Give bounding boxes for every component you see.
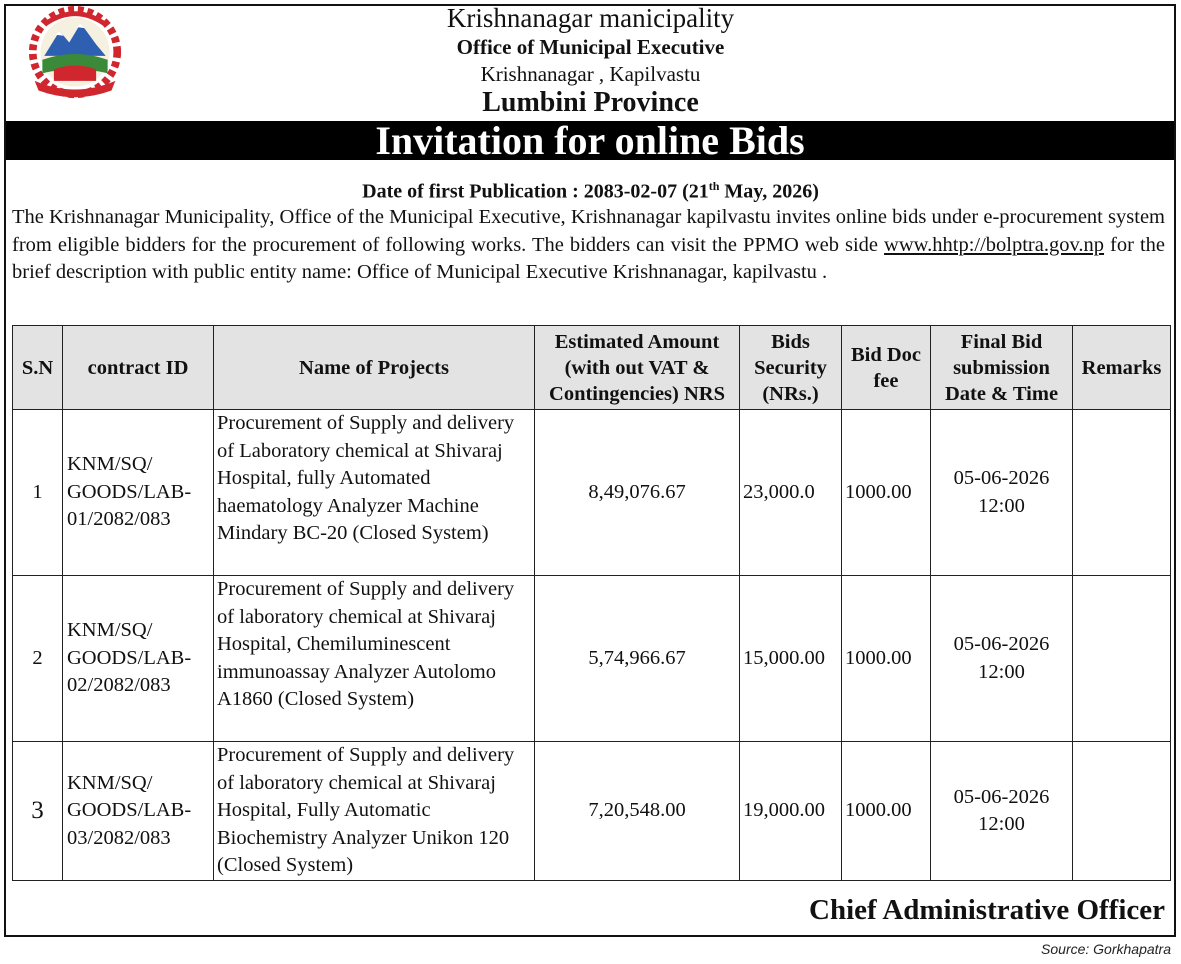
publication-date-ordinal: th [708,179,720,193]
cell-estimated-amount: 5,74,966.67 [535,576,740,742]
cell-submission-deadline [931,576,1073,742]
cell-sn: 2 [13,576,63,742]
col-header-project-name: Name of Projects [214,326,535,410]
signatory-title: Chief Administrative Officer [809,894,1165,926]
cell-contract-id: KNM/SQ/ GOODS/LAB-01/2082/083 [63,410,214,576]
deadline-date: 05-06-2026 [953,467,1050,489]
bids-table [12,325,1171,881]
publication-date-suffix: May, 2026) [719,180,819,203]
cell-submission-deadline [931,410,1073,576]
cell-sn: 1 [13,410,63,576]
col-header-estimated-amount: Estimated Amount (with out VAT & Contingencies) NRS [535,326,740,410]
publication-date [0,174,1181,204]
deadline-time: 12:00 [978,494,1025,517]
cell-bid-doc-fee: 1000.00 [842,742,931,881]
cell-bid-doc-fee: 1000.00 [842,410,931,576]
municipality-name: Krishnanagar manicipality [446,3,735,33]
intro-paragraph [12,204,1165,287]
cell-sn: 3 [13,742,63,881]
cell-bid-security: 19,000.00 [740,742,842,881]
cell-bid-security: 15,000.00 [740,576,842,742]
table-row [13,576,1171,742]
cell-bid-security: 23,000.0 [740,410,842,576]
deadline-date: 05-06-2026 [953,633,1050,655]
cell-estimated-amount: 8,49,076.67 [535,410,740,576]
cell-remarks [1073,410,1171,576]
cell-remarks [1073,576,1171,742]
col-header-bid-doc-fee: Bid Doc fee [842,326,931,410]
province-name: Lumbini Province [482,87,699,118]
cell-project-name: Procurement of Supply and delivery of Laboratory chemical at Shivaraj Hospital, fully Automated haematology Analyzer Machine Mindary BC-20 (Closed System) [214,410,535,576]
table-header-row [13,326,1171,410]
cell-remarks [1073,742,1171,881]
cell-contract-id: KNM/SQ/ GOODS/LAB-02/2082/083 [63,576,214,742]
cell-contract-id: KNM/SQ/ GOODS/LAB-03/2082/083 [63,742,214,881]
cell-project-name: Procurement of Supply and delivery of laboratory chemical at Shivaraj Hospital, Fully Automatic Biochemistry Analyzer Unikon 120 (Closed System) [214,742,535,881]
cell-estimated-amount: 7,20,548.00 [535,742,740,881]
table-row [13,410,1171,576]
source-credit: Source: Gorkhapatra [1041,941,1171,957]
notice-title-banner: Invitation for online Bids [6,121,1174,160]
deadline-time: 12:00 [978,813,1025,835]
col-header-remarks: Remarks [1073,326,1171,410]
cell-project-name: Procurement of Supply and delivery of laboratory chemical at Shivaraj Hospital, Chemiluminescent immunoassay Analyzer Autolomo A1860 (Closed System) [214,576,535,742]
table-row [13,742,1171,881]
office-address: Krishnanagar , Kapilvastu [480,62,701,86]
intro-text-2: for the brief description with public entity name: Office of Municipal Executive Krishnanagar, kapilvastu . [12,233,1165,283]
col-header-sn: S.N [13,326,63,410]
cell-submission-deadline [931,742,1073,881]
ppmo-link[interactable]: www.hhtp://bolptra.gov.np [884,233,1105,256]
deadline-date: 05-06-2026 [953,785,1050,808]
col-header-submission-deadline: Final Bid submission Date & Time [931,326,1073,410]
col-header-bid-security: Bids Security (NRs.) [740,326,842,410]
deadline-time: 12:00 [978,660,1025,683]
cell-bid-doc-fee: 1000.00 [842,576,931,742]
col-header-contract-id: contract ID [63,326,214,410]
office-name: Office of Municipal Executive [456,35,725,59]
publication-date-prefix: Date of first Publication : 2083-02-07 (21 [362,180,709,203]
intro-text-1: The Krishnanagar Municipality, Office of the Municipal Executive, Krishnanagar kapilvastu invites online bids under e-procurement system from eligible bidders for the procurement of following works. The bidders can visit the PPMO web side [12,206,1165,256]
